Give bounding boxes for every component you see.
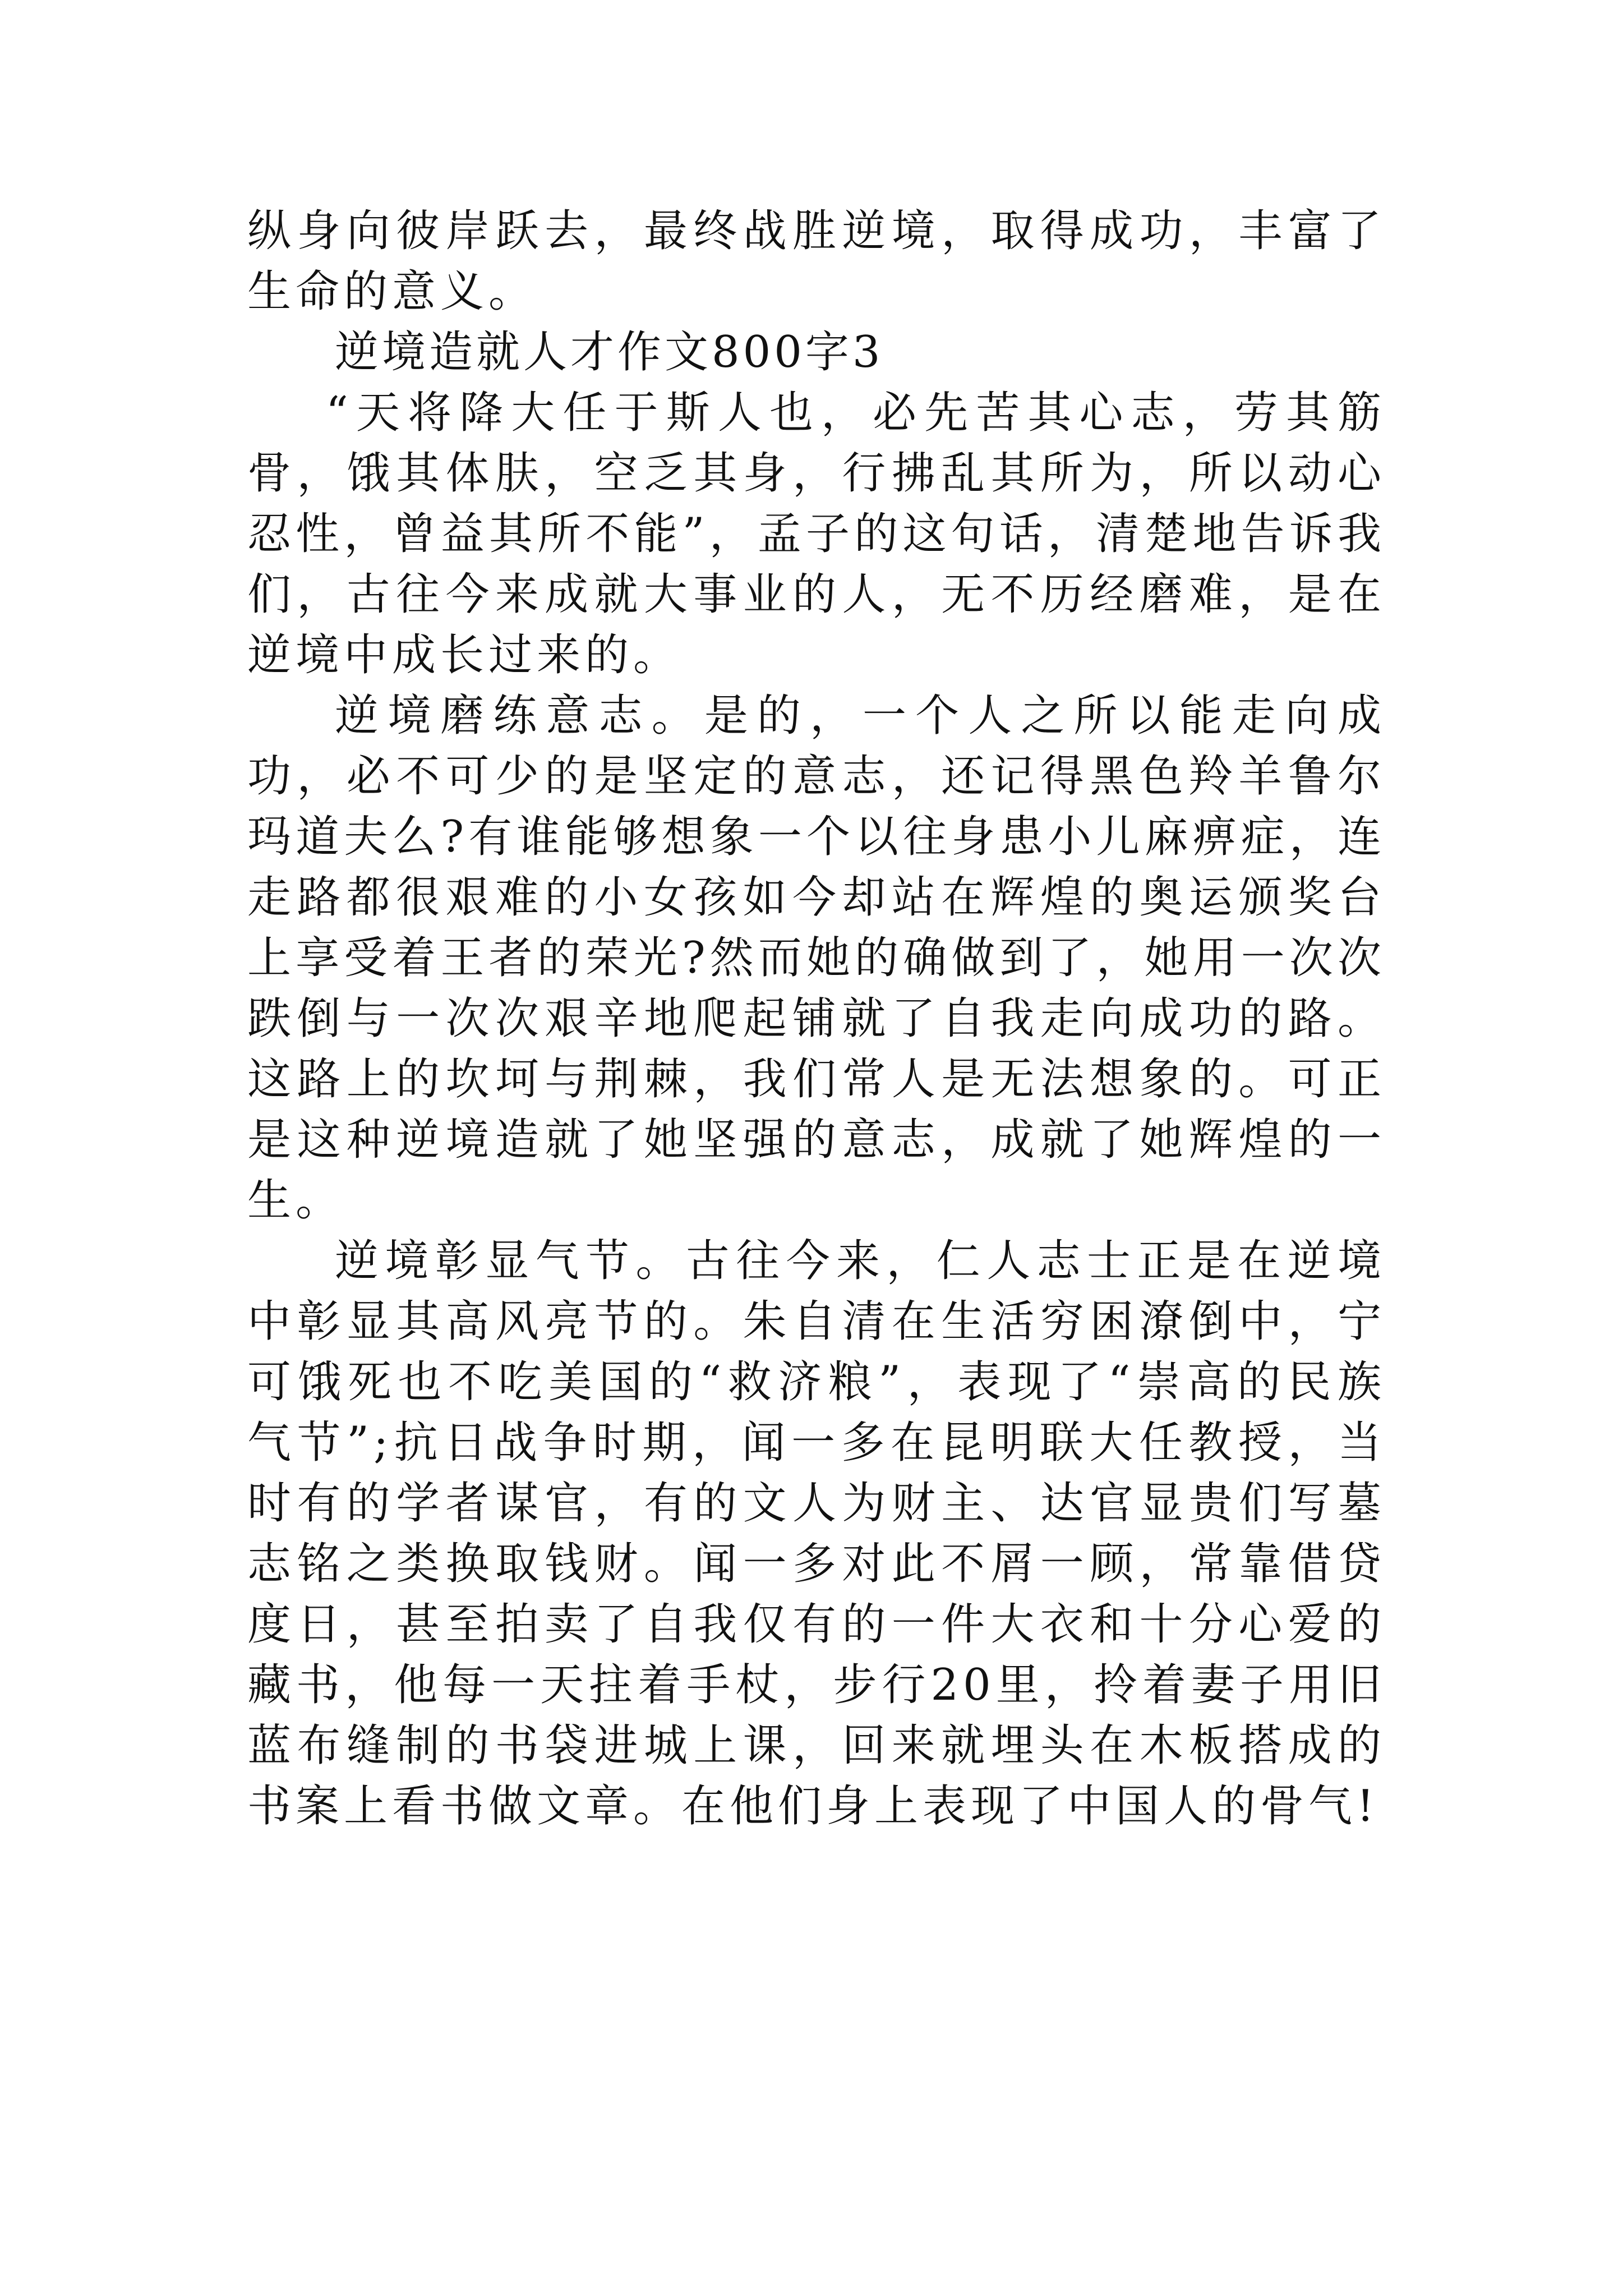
- essay-heading: 逆境造就人才作文800字3: [335, 327, 884, 378]
- paragraph-mencius-quote: “天将降大任于斯人也，必先苦其心志，劳其筋骨，饿其体肤，空乏其身，行拂乱其所为，所以动心忍性，曾益其所不能”，孟子的这句话，清楚地告诉我们，古往今来成就大事业的人，无不历经磨难，是在逆境中成长过来的。: [247, 388, 1386, 680]
- paragraph-continuation: 纵身向彼岸跃去，最终战胜逆境，取得成功，丰富了生命的意义。: [247, 206, 1386, 317]
- paragraph-integrity: 逆境彰显气节。古往今来，仁人志士正是在逆境中彰显其高风亮节的。朱自清在生活穷困潦倒中，宁可饿死也不吃美国的“救济粮”，表现了“崇高的民族气节”;抗日战争时期，闻一多在昆明联大任教授，当时有的学者谋官，有的文人为财主、达官显贵们写墓志铭之类换取钱财。闻一多对此不屑一顾，常靠借贷度日，甚至拍卖了自我仅有的一件大衣和十分心爱的藏书，他每一天拄着手杖，步行20里，拎着妻子用旧蓝布缝制的书袋进城上课，回来就埋头在木板搭成的书案上看书做文章。在他们身上表现了中国人的骨气!: [247, 1236, 1386, 1832]
- document-body: [247, 201, 1386, 1837]
- paragraph-willpower: 逆境磨练意志。是的，一个人之所以能走向成功，必不可少的是坚定的意志，还记得黑色羚羊鲁尔玛道夫么?有谁能够想象一个以往身患小儿麻痹症，连走路都很艰难的小女孩如今却站在辉煌的奥运颁奖台上享受着王者的荣光?然而她的确做到了，她用一次次跌倒与一次次艰辛地爬起铺就了自我走向成功的路。这路上的坎坷与荆棘，我们常人是无法想象的。可正是这种逆境造就了她坚强的意志，成就了她辉煌的一生。: [247, 691, 1386, 1226]
